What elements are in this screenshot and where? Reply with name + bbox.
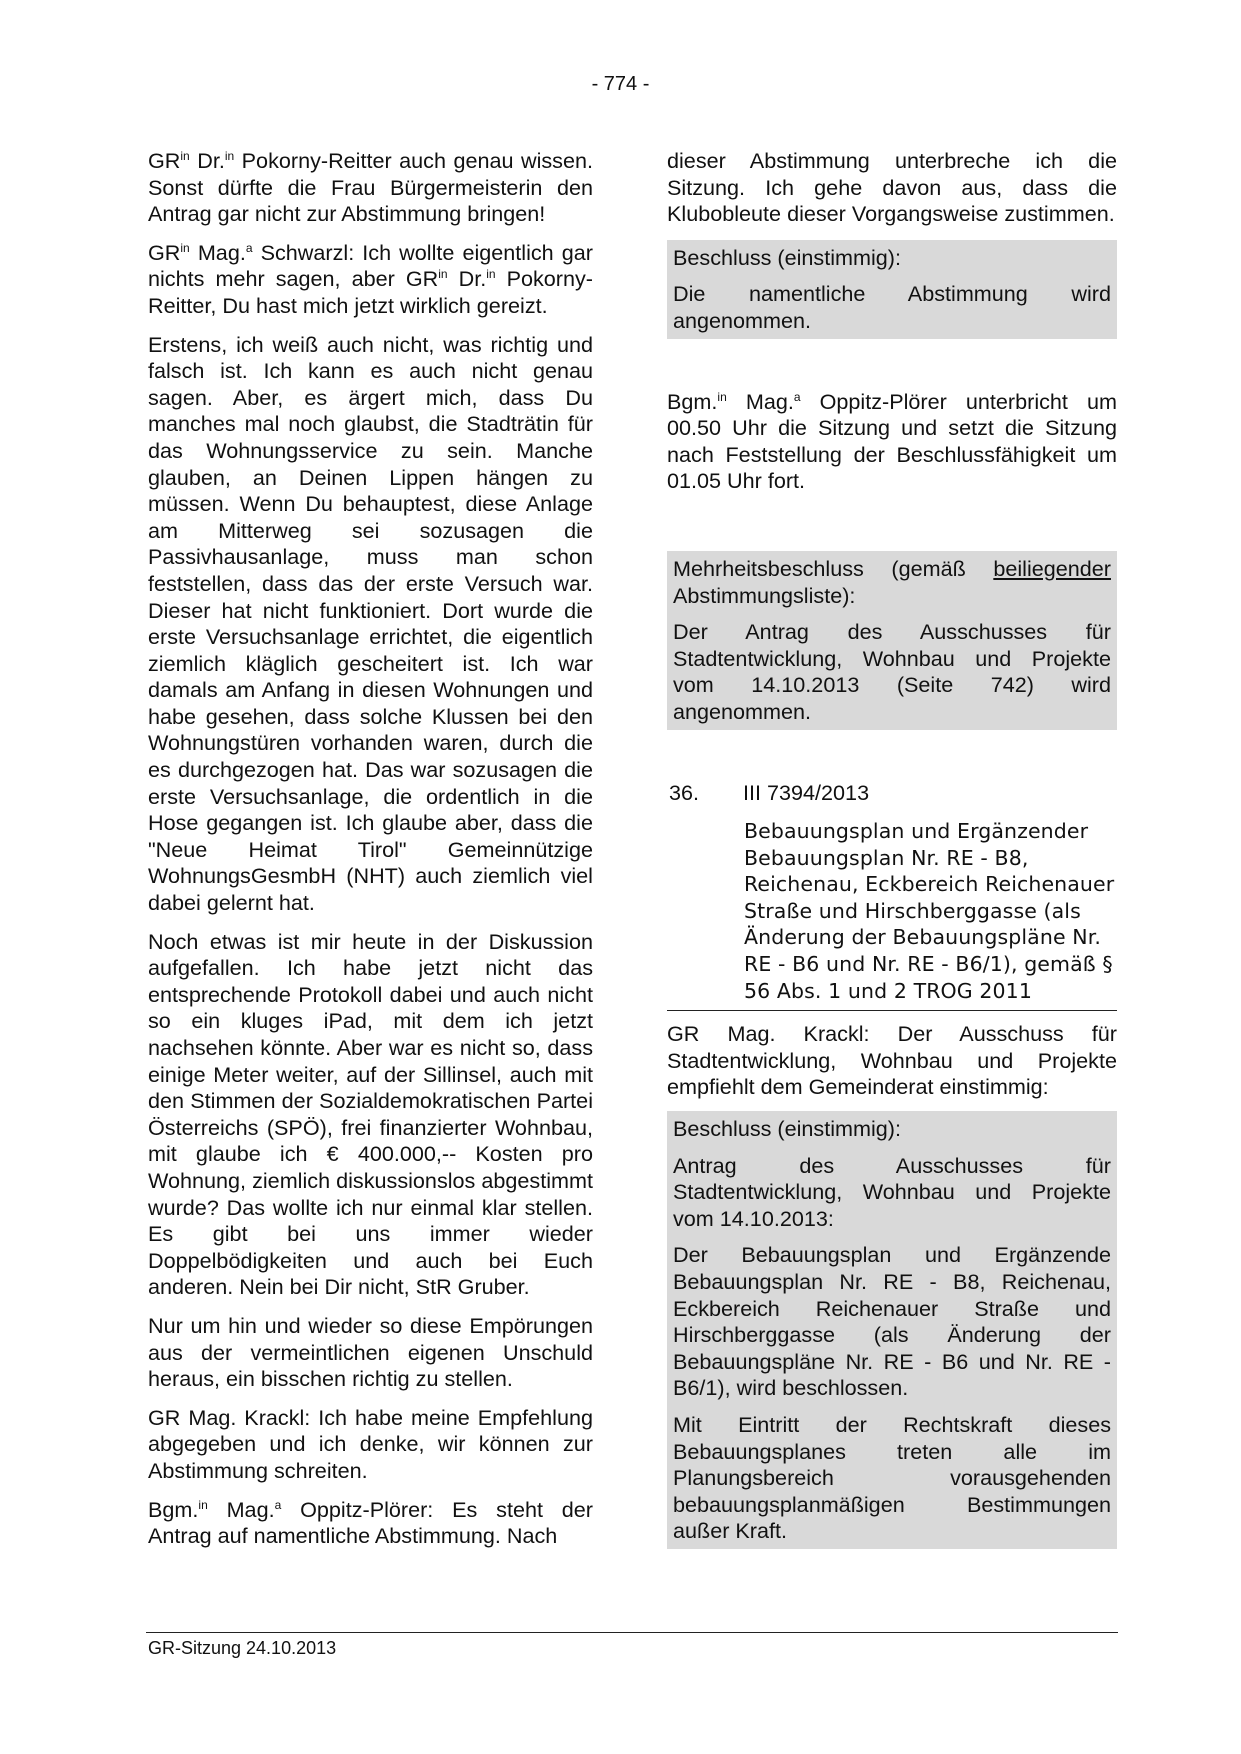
- speaker-paragraph: GR Mag. Krackl: Ich habe meine Empfehlung abgegeben und ich denke, wir können zur Abstimmung schreiten.: [148, 1404, 593, 1483]
- paragraph: dieser Abstimmung unterbreche ich die Sitzung. Ich gehe davon aus, dass die Klubobleute dieser Vorgangsweise zustimmen.: [667, 148, 1117, 227]
- footer: GR-Sitzung 24.10.2013: [148, 1638, 337, 1658]
- page-number: - 774 -: [591, 73, 650, 95]
- resolution-box: [667, 551, 1117, 730]
- agenda-item-title: Bebauungsplan und Ergänzender Bebauungsplan Nr. RE - B8, Reichenau, Eckbereich Reichenauer Straße und Hirschberggasse (als Änderung der Bebauungspläne Nr. RE - B6 und Nr. RE - B6/1), gemäß § 56 Abs. 1 und 2 TROG 2011: [744, 819, 1115, 1003]
- footer-divider: [146, 1632, 1118, 1633]
- resolution-heading: Beschluss (einstimmig):: [673, 244, 901, 270]
- paragraph: $GR^{in}$ Dr.$^{in}$ Pokorny-Reitter auch genau wissen. Sonst dürfte die Frau Bürgermeisterin den Antrag gar nicht zur Abstimmung bringen!: [148, 148, 594, 227]
- agenda-item-number: 36.: [669, 779, 700, 805]
- resolution-text: Die namentliche Abstimmung wird angenommen.: [673, 281, 1111, 333]
- paragraph: Noch etwas ist mir heute in der Diskussion aufgefallen. Ich habe jetzt nicht das entsprechende Protokoll dabei und auch nicht so ein kluges iPad, mit dem ich jetzt nachsehen könnte. Aber war es nicht so, dass einige Meter weiter, auf der Sillinsel, auch mit den Stimmen der Sozialdemokratischen Partei Österreichs (SPÖ), frei finanzierter Wohnbau, mit glaube ich € 400.000,-- Kosten pro Wohnung, ziemlich diskussionslos abgestimmt wurde? Das wollte ich nur einmal klar stellen. Es gibt bei uns immer wieder Doppelbödigkeiten und auch bei Euch anderen. Nein bei Dir nicht, StR Gruber.: [148, 928, 593, 1300]
- attachment-link[interactable]: beiliegender: [993, 555, 1111, 581]
- resolution-box: [667, 1111, 1117, 1549]
- resolution-heading: Beschluss (einstimmig):: [673, 1116, 901, 1142]
- left-column: [148, 148, 593, 1562]
- speaker-paragraph: GR Mag. Krackl: Der Ausschuss für Stadtentwicklung, Wohnbau und Projekte empfiehlt dem Gemeinderat einstimmig:: [667, 1021, 1117, 1100]
- agenda-item-header: [667, 780, 1117, 807]
- resolution-text: Mit Eintritt der Rechtskraft dieses Bebauungsplanes treten alle im Planungsbereich vorausgehenden bebauungsplanmäßigen Bestimmungen außer Kraft.: [673, 1411, 1111, 1544]
- resolution-box: [667, 240, 1117, 339]
- resolution-text: Antrag des Ausschusses für Stadtentwicklung, Wohnbau und Projekte vom 14.10.2013:: [673, 1152, 1111, 1231]
- right-column: [667, 148, 1117, 1549]
- speaker-paragraph: $GR^{in}$ Mag.$^a$ Schwarzl: Ich wollte eigentlich gar nichts mehr sagen, aber $GR^{in}$ Dr.$^{in}$ Pokorny-Reitter, Du hast mich jetzt wirklich gereizt.: [148, 239, 593, 318]
- resolution-heading: Mehrheitsbeschluss (gemäß beiliegender Abstimmungsliste):: [673, 555, 1111, 608]
- agenda-item-code: III 7394/2013: [743, 779, 870, 805]
- speaker-paragraph: Bgm.$^{in}$ Mag.$^a$ Oppitz-Plörer unterbricht um 00.50 Uhr die Sitzung und setzt die Sitzung nach Feststellung der Beschlussfähigkeit um 01.05 Uhr fort.: [667, 388, 1117, 494]
- resolution-text: Der Bebauungsplan und Ergänzende Bebauungsplan Nr. RE - B8, Reichenau, Eckbereich Reichenauer Straße und Hirschberggasse (als Änderung der Bebauungspläne Nr. RE - B6 und Nr. RE - B6/1), wird beschlossen.: [673, 1242, 1111, 1401]
- paragraph: Nur um hin und wieder so diese Empörungen aus der vermeintlichen eigenen Unschuld heraus, ein bisschen richtig zu stellen.: [148, 1312, 593, 1392]
- paragraph: Erstens, ich weiß auch nicht, was richtig und falsch ist. Ich kann es auch nicht genau sagen. Aber, es ärgert mich, dass Du manches mal noch glaubst, die Stadträtin für das Wohnungsservice zu sein. Manche glauben, an Deinen Lippen hängen zu müssen. Wenn Du behauptest, diese Anlage am Mitterweg sei sozusagen die Passivhausanlage, muss man schon feststellen, dass das der erste Versuch war. Dieser hat nicht funktioniert. Dort wurde die erste Versuchsanlage errichtet, die eigentlich ziemlich kläglich gescheitert ist. Ich war damals am Anfang in diesen Wohnungen und habe gesehen, dass solche Klussen bei den Wohnungstüren vorhanden waren, durch die es durchgezogen hat. Das war sozusagen die erste Versuchsanlage, die ordentlich in die Hose gegangen ist. Ich glaube aber, dass die "Neue Heimat Tirol" Gemeinnützige WohnungsGesmbH (NHT) auch ziemlich viel dabei gelernt hat.: [148, 331, 593, 916]
- divider: [667, 1010, 1117, 1011]
- speaker-paragraph: Bgm.$^{in}$ Mag.$^a$ Oppitz-Plörer: Es steht der Antrag auf namentliche Abstimmung. Nach: [148, 1496, 594, 1549]
- resolution-text: Der Antrag des Ausschusses für Stadtentwicklung, Wohnbau und Projekte vom 14.10.2013 (Seite 742) wird angenommen.: [673, 619, 1111, 724]
